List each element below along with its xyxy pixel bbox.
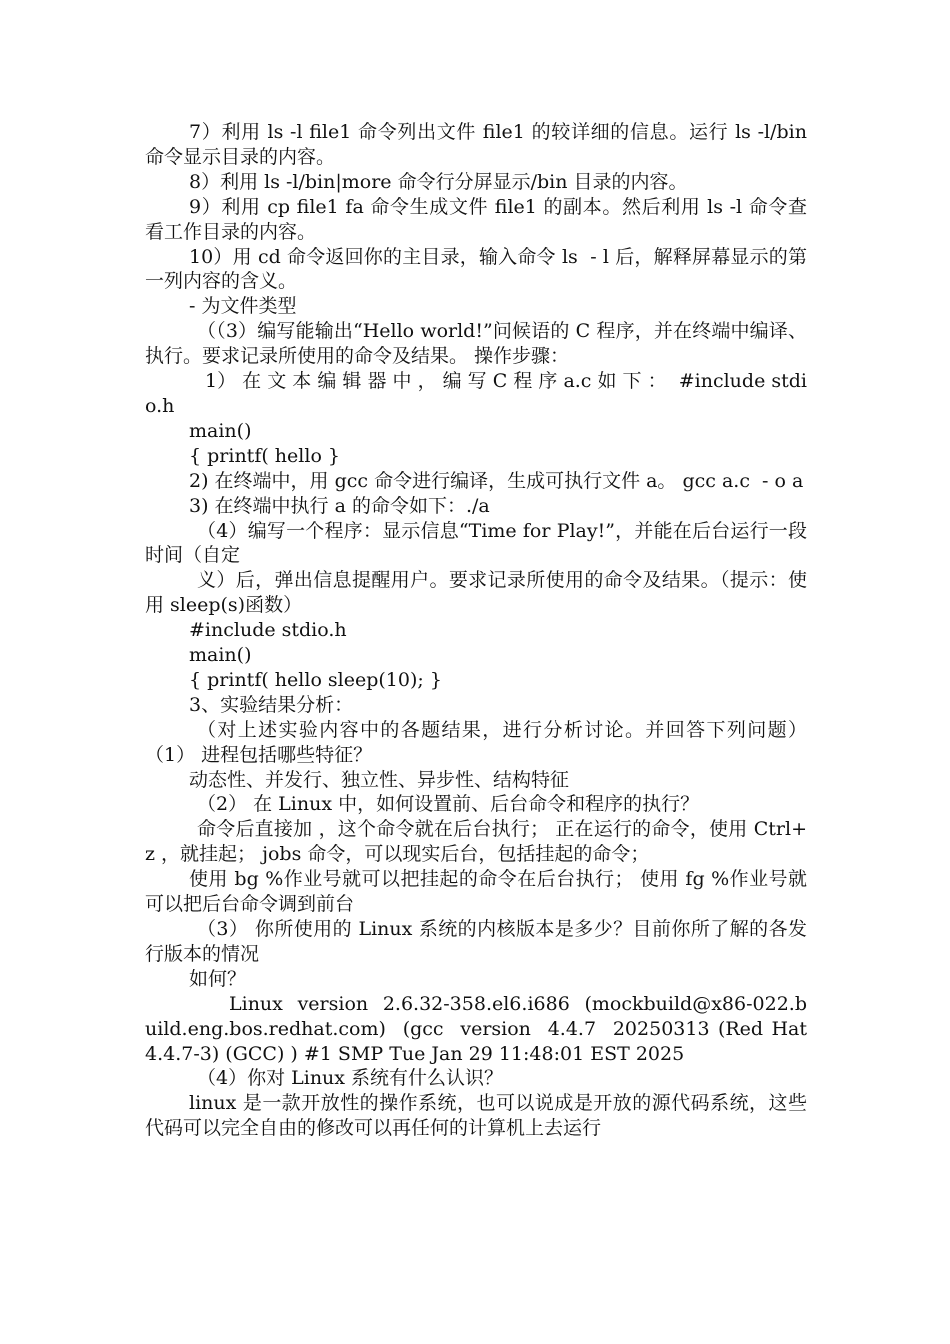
paragraph: （3） 你所使用的 Linux 系统的内核版本是多少？目前你所了解的各发行版本的情况 [145,918,807,965]
paragraph: 7）利用 ls -l file1 命令列出文件 file1 的较详细的信息。运行 ls -l/bin 命令显示目录的内容。 [145,121,814,168]
paragraph: 10）用 cd 命令返回你的主目录，输入命令 ls - l 后，解释屏幕显示的第一列内容的含义。 [145,245,807,293]
paragraph: 9）利用 cp file1 fa 命令生成文件 file1 的副本。然后利用 ls -l 命令查看工作目录的内容。 [145,195,807,243]
paragraph: 如何？ [189,967,247,990]
paragraph: （（3）编写能输出“Hello world!”问候语的 C 程序，并在终端中编译、执行。要求记录所使用的命令及结果。 操作步骤： [145,320,807,368]
paragraph: 8）利用 ls -l/bin|more 命令行分屏显示/bin 目录的内容。 [189,170,688,193]
paragraph: { printf( hello } [189,444,341,467]
paragraph: 3) 在终端中执行 a 的命令如下：./a [189,494,490,517]
paragraph: - 为文件类型 [189,295,297,318]
document-page [145,120,814,1141]
paragraph: （2） 在 Linux 中，如何设置前、后台命令和程序的执行？ [197,793,700,816]
paragraph: linux 是一款开放性的操作系统，也可以说成是开放的源代码系统，这些代码可以完全自由的修改可以再任何的计算机上去运行 [145,1092,807,1140]
paragraph: （对上述实验内容中的各题结果，进行分析讨论。并回答下列问题） （1） 进程包括哪些特征？ [145,718,814,766]
paragraph: 使用 bg %作业号就可以把挂起的命令在后台执行； 使用 fg %作业号就可以把后台命令调到前台 [145,868,807,916]
paragraph: 义）后，弹出信息提醒用户。要求记录所使用的命令及结果。（提示：使用 sleep(s)函数） [145,569,807,617]
paragraph: 动态性、并发行、独立性、异步性、结构特征 [189,768,570,791]
paragraph: #include stdio.h [189,619,347,642]
paragraph: Linux version 2.6.32-358.el6.i686 (mockbuild@x86-022.build.eng.bos.redhat.com) (gcc version 4.4.7 20250313 (Red Hat 4.4.7-3) (GCC) ) #1 SMP Tue Jan 29 11:48:01 EST 2025 [145,992,814,1065]
paragraph: 3、实验结果分析： [189,693,354,716]
paragraph: 2) 在终端中，用 gcc 命令进行编译，生成可执行文件 a。 gcc a.c - o a [189,469,804,492]
paragraph: 1） 在 文 本 编 辑 器 中 ， 编 写 C 程 序 a.c 如 下 ： #include stdio.h [145,370,807,417]
paragraph: { printf( hello sleep(10); } [189,668,442,691]
paragraph: 命令后直接加 ，这个命令就在后台执行； 正在运行的命令，使用 Ctrl+z ，就挂起； jobs 命令，可以现实后台，包括挂起的命令； [145,818,807,866]
paragraph: （4）编写一个程序：显示信息“Time for Play!”，并能在后台运行一段时间（自定 [145,519,807,567]
paragraph: main() [189,419,252,442]
paragraph: （4）你对 Linux 系统有什么认识？ [197,1067,504,1090]
paragraph: main() [189,644,252,667]
